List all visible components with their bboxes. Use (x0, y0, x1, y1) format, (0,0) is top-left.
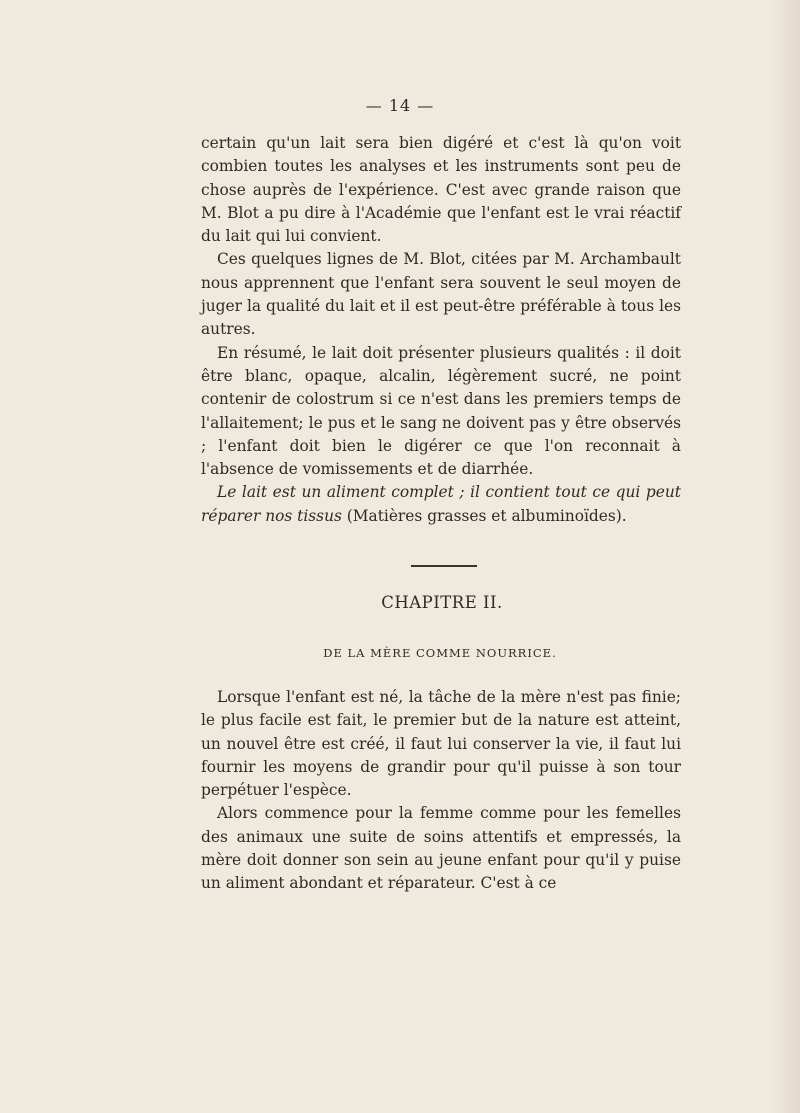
paragraph-5: Lorsque l'enfant est né, la tâche de la mère n'est pas finie; le plus facile est fait, le premier but de la nature est atteint, un nouvel être est créé, il faut lui conserver la vie, il faut lui fournir les moyens de grandir pour qu'il puisse à son tour perpétuer l'espèce. (201, 688, 681, 800)
section-2-text (201, 686, 681, 896)
section-1-text (201, 132, 681, 528)
paragraph-1: certain qu'un lait sera bien digéré et c'est là qu'on voit combien toutes les analyses et les instruments sont peu de chose auprès de l'expérience. C'est avec grande raison que M. Blot a pu dire à l'Académie que l'enfant est le vrai réactif du lait qui lui convient. (201, 134, 681, 246)
paragraph-2: Ces quelques lignes de M. Blot, citées par M. Archambault nous apprennent que l'enfant sera souvent le seul moyen de juger la qualité du lait et il est peut-être préférable à tous les autres. (201, 250, 681, 339)
paragraph-4 (201, 481, 681, 528)
italic-tail: (Matières grasses et albuminoïdes). (341, 506, 627, 525)
paragraph-6: Alors commence pour la femme comme pour les femelles des animaux une suite de soins attentifs et empressés, la mère doit donner son sein au jeune enfant pour qu'il y puise un aliment abondant et réparateur. C'est à ce (201, 804, 681, 893)
chapter-subtitle: DE LA MÈRE COMME NOURRICE. (323, 646, 557, 660)
italic-sentence: Le lait est un aliment complet ; il contient tout ce qui peut réparer nos tissus (201, 483, 681, 525)
page-edge-shadow (772, 0, 800, 1113)
page-number: — 14 — (365, 96, 435, 115)
paragraph-3: En résumé, le lait doit présenter plusieurs qualités : il doit être blanc, opaque, alcalin, légèrement sucré, ne point contenir de colostrum si ce n'est dans les premiers temps de l'allaitement; le pus et le sang ne doivent pas y être observés ; l'enfant doit bien le digérer ce que l'on reconnait à l'absence de vomissements et de diarrhée. (201, 343, 681, 479)
chapter-title: CHAPITRE II. (381, 593, 503, 612)
section-divider-rule (411, 565, 477, 567)
